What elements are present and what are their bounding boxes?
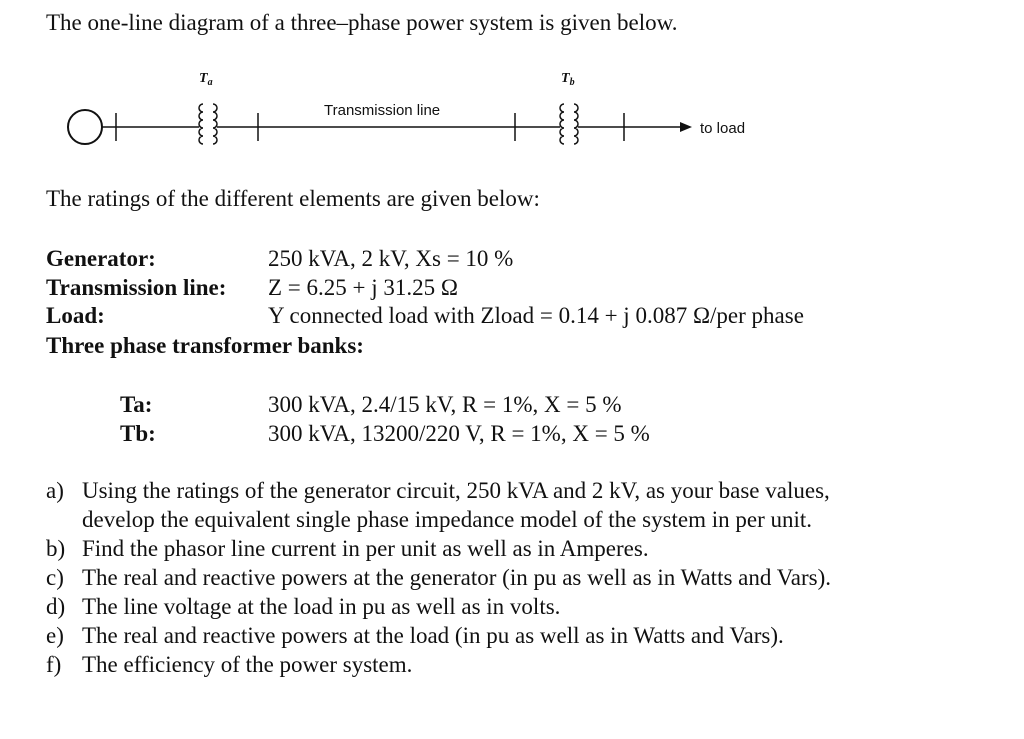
tb-rating-label: Tb: [120,421,156,446]
transmission-line-label: Transmission line [324,102,441,119]
question-item [46,534,906,563]
question-item [46,621,906,650]
question-letter: f) [46,652,62,677]
transformer-ta-symbol [192,104,226,144]
line-label: Transmission line: [46,275,227,300]
question-text: The line voltage at the load in pu as well as in volts. [82,594,561,619]
generator-label: Generator: [46,246,156,271]
question-list [46,476,906,679]
tb-label: $T_b$ [561,71,575,88]
load-label: Load: [46,303,105,328]
load-value: Y connected load with Zload = 0.14 + j 0.087 Ω/per phase [268,303,804,328]
question-letter: c) [46,565,64,590]
question-text: The real and reactive powers at the generator (in pu as well as in Watts and Vars). [82,565,831,590]
question-item [46,592,906,621]
question-letter: d) [46,594,66,619]
ta-label: $T_a$ [199,71,213,88]
ta-rating-value: 300 kVA, 2.4/15 kV, R = 1%, X = 5 % [268,392,622,417]
ta-rating-label: Ta: [120,392,153,417]
question-letter: b) [46,536,66,561]
transformer-banks-heading: Three phase transformer banks: [46,333,364,358]
question-text: Using the ratings of the generator circuit, 250 kVA and 2 kV, as your base values, develop the equivalent single phase impedance model of the system in per unit. [82,478,830,532]
load-arrow-icon [680,122,692,132]
tb-rating-value: 300 kVA, 13200/220 V, R = 1%, X = 5 % [268,421,650,446]
question-letter: a) [46,478,64,503]
question-text: The efficiency of the power system. [82,652,413,677]
question-text: Find the phasor line current in per unit as well as in Amperes. [82,536,649,561]
question-item [46,563,906,592]
question-letter: e) [46,623,64,648]
one-line-diagram [0,0,1024,180]
question-item [46,476,906,534]
question-item [46,650,906,679]
to-load-label: to load [700,120,746,137]
transformer-tb-symbol [552,104,590,144]
question-text: The real and reactive powers at the load (in pu as well as in Watts and Vars). [82,623,784,648]
line-value: Z = 6.25 + j 31.25 Ω [268,275,458,300]
generator-value: 250 kVA, 2 kV, Xs = 10 % [268,246,514,271]
ratings-intro: The ratings of the different elements are given below: [46,186,540,211]
generator-symbol [68,110,102,144]
intro-text: The one-line diagram of a three–phase power system is given below. [46,10,678,35]
